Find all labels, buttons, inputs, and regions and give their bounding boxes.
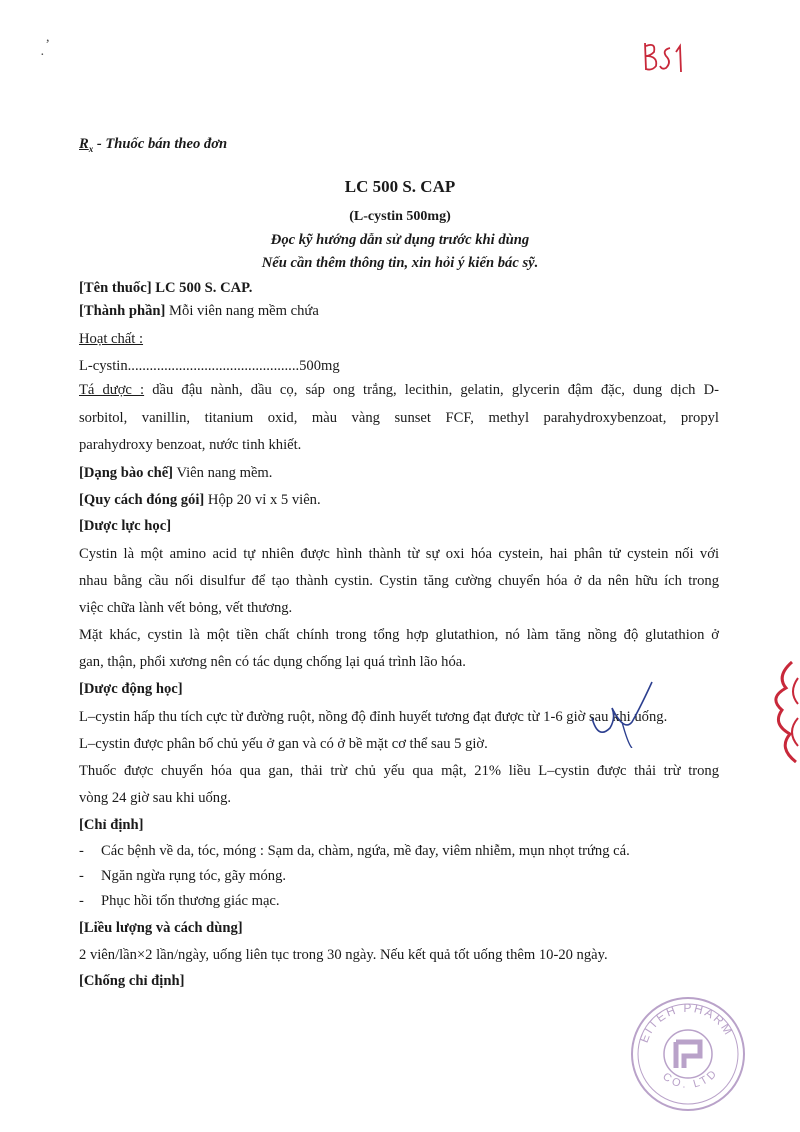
product-subtitle: (L-cystin 500mg) <box>349 209 451 224</box>
pharmacokinetics-line4: vòng 24 giờ sau khi uống. <box>79 790 232 806</box>
pharmacodynamics-p1-line2: nhau bằng cầu nối disulfur để tạo thành cystin. Cystin tăng cường chuyển hóa ở da nên hữu ích trong <box>79 573 719 589</box>
l-cystin-dots: ............................................... <box>127 358 300 374</box>
drug-name-value: LC 500 S. CAP. <box>151 280 253 296</box>
indication-item-1: - Các bệnh về da, tóc, móng : Sạm da, chàm, ngứa, mề đay, viêm nhiễm, mụn nhọt trứng cá. <box>79 843 630 859</box>
rx-line <box>79 136 227 154</box>
stamp-text-bottom: CO. LTD <box>660 1066 722 1091</box>
indication-item-3: - Phục hồi tổn thương giác mạc. <box>79 893 280 909</box>
excipients-line-3: parahydroxy benzoat, nước tinh khiết. <box>79 437 302 453</box>
pharmacokinetics-line1: L–cystin hấp thu tích cực từ đường ruột, nồng độ đỉnh huyết tương đạt được từ 1-6 giờ sau khi uống. <box>79 709 668 725</box>
rx-symbol: R <box>79 136 89 152</box>
indication-item-2-text: Ngăn ngừa rụng tóc, gãy móng. <box>101 868 287 884</box>
indication-item-2: - Ngăn ngừa rụng tóc, gãy móng. <box>79 868 287 884</box>
l-cystin-amount: 500mg <box>299 358 340 374</box>
excipients-line-1 <box>79 382 719 399</box>
product-title: LC 500 S. CAP <box>344 177 456 196</box>
contraindications-label: [Chống chỉ định] <box>79 973 185 989</box>
handwritten-code-mark <box>640 38 690 78</box>
pharmacokinetics-line2: L–cystin được phân bố chủ yếu ở gan và có ở bề mặt cơ thể sau 5 giờ. <box>79 736 488 752</box>
packaging-line <box>79 492 321 509</box>
signature-mark <box>588 678 668 748</box>
dosage-form-value: Viên nang mềm. <box>173 465 273 481</box>
notice-ask-doctor: Nếu cần thêm thông tin, xin hỏi ý kiến bác sỹ. <box>261 255 539 271</box>
indications-label: [Chỉ định] <box>79 817 144 833</box>
pharmacodynamics-label: [Dược lực học] <box>79 518 172 534</box>
composition-label: [Thành phần] <box>79 303 166 319</box>
handwritten-code-text <box>640 40 642 41</box>
rx-subscript: x <box>88 143 94 154</box>
packaging-value: Hộp 20 vỉ x 5 viên. <box>204 492 321 508</box>
excipients-text-1: dầu đậu nành, dầu cọ, sáp ong trắng, lecithin, gelatin, glycerin đậm đặc, dung dịch D- <box>144 382 719 398</box>
packaging-label: [Quy cách đóng gói] <box>79 492 205 508</box>
pharmacokinetics-label: [Dược động học] <box>79 681 183 697</box>
pharmacokinetics-line3: Thuốc được chuyển hóa qua gan, thải trừ chủ yếu qua mật, 21% liều L–cystin được thải trừ trong <box>79 763 719 779</box>
dosage-text: 2 viên/lần×2 lần/ngày, uống liên tục trong 30 ngày. Nếu kết quả tốt uống thêm 10-20 ngày. <box>79 947 608 963</box>
excipients-label: Tá dược : <box>79 382 145 398</box>
red-edge-mark <box>762 658 800 768</box>
drug-name-line <box>79 280 252 297</box>
pharmacodynamics-p2-line2: gan, thận, phổi xương nên có tác dụng chống lại quá trình lão hóa. <box>79 654 466 670</box>
svg-text:EITEH PHARM <box>637 1001 737 1045</box>
company-stamp <box>628 990 748 1115</box>
indication-item-1-text: Các bệnh về da, tóc, móng : Sạm da, chàm, ngứa, mề đay, viêm nhiễm, mụn nhọt trứng cá. <box>101 843 630 859</box>
pharmacodynamics-p2-line1: Mặt khác, cystin là một tiền chất chính trong tổng hợp glutathion, nó làm tăng nồng độ glutathion ở <box>79 627 719 643</box>
stamp-text-top: EITEH PHARM <box>636 1000 737 1045</box>
indication-item-3-text: Phục hồi tổn thương giác mạc. <box>101 893 280 909</box>
dosage-form-label: [Dạng bào chế] <box>79 465 174 481</box>
drug-name-label: [Tên thuốc] <box>79 280 152 296</box>
rx-label: - Thuốc bán theo đơn <box>93 136 228 152</box>
dosage-label: [Liều lượng và cách dùng] <box>79 920 243 936</box>
composition-value: Mỗi viên nang mềm chứa <box>165 303 319 319</box>
l-cystin-name: L-cystin <box>79 358 128 374</box>
excipients-line-2: sorbitol, vanillin, titanium oxid, màu vàng sunset FCF, methyl parahydroxybenzoat, propyl <box>79 410 719 426</box>
composition-line <box>79 303 319 320</box>
l-cystin-row <box>79 358 340 375</box>
pharmacodynamics-p1-line3: việc chữa lành vết bỏng, vết thương. <box>79 600 293 616</box>
dosage-form-line <box>79 465 272 482</box>
pharmacodynamics-p1-line1: Cystin là một amino acid tự nhiên được hình thành từ sự oxi hóa cystein, hai phân tử cystein nối với <box>79 546 719 562</box>
notice-read-instructions: Đọc kỹ hướng dẫn sử dụng trước khi dùng <box>270 232 530 248</box>
active-ingredient-label: Hoạt chất : <box>79 331 144 347</box>
